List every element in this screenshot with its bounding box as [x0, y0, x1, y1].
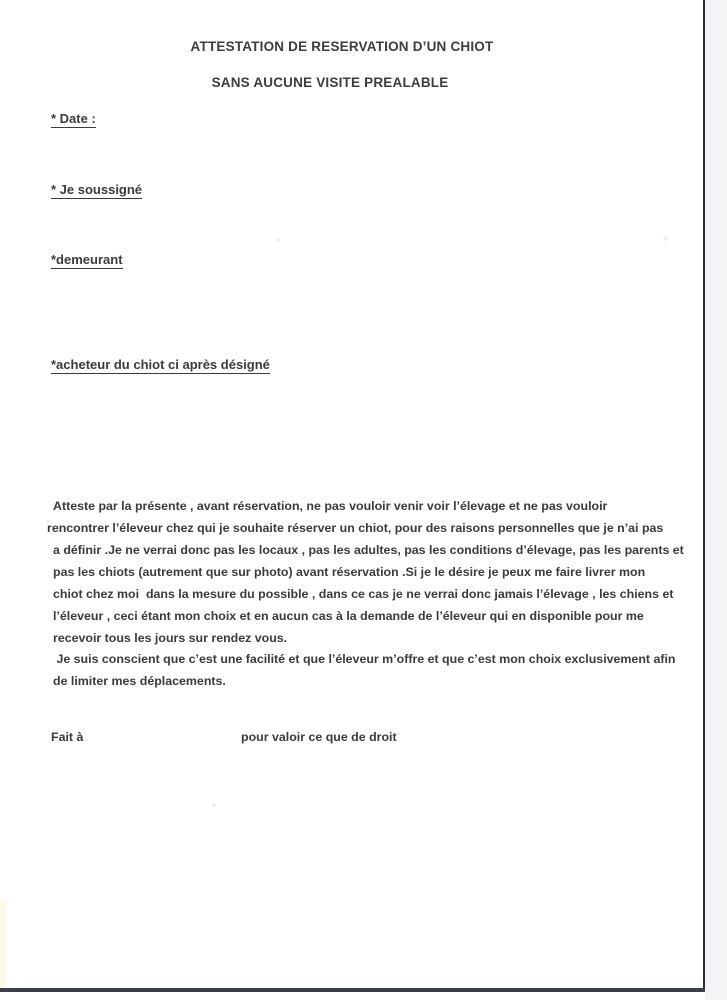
paragraph-line: recevoir tous les jours sur rendez vous. [53, 631, 288, 645]
paragraph-line: chiot chez moi dans la mesure du possible , dans ce cas je ne verrai donc jamais l’élevage , les chiens et [53, 587, 674, 601]
footer-pour-valoir: pour valoir ce que de droit [241, 730, 397, 744]
field-soussigne-label: * Je soussigné [51, 182, 143, 197]
footer-fait-a: Fait à [51, 730, 84, 744]
document-subtitle: SANS AUCUNE VISITE PREALABLE [211, 75, 449, 90]
paragraph-line: de limiter mes déplacements. [53, 674, 226, 688]
paragraph-line: Atteste par la présente , avant réservation, ne pas vouloir venir voir l’élevage et ne pas vouloir [53, 499, 608, 513]
document-title: ATTESTATION DE RESERVATION D’UN CHIOT [190, 39, 494, 54]
paragraph-attestation [47, 495, 685, 649]
paragraph-line: a définir .Je ne verrai donc pas les locaux , pas les adultes, pas les conditions d’élevage, pas les parents et [53, 543, 684, 557]
field-demeurant-label: *demeurant [51, 252, 123, 267]
paragraph-line: Je suis conscient que c’est une facilité et que l’éleveur m’offre et que c’est mon choix exclusivement afin [53, 652, 676, 666]
field-date [51, 111, 96, 126]
paragraph-line: pas les chiots (autrement que sur photo) avant réservation .Si je le désire je peux me faire livrer mon [53, 565, 646, 579]
field-acheteur [51, 357, 270, 372]
field-soussigne [51, 182, 142, 197]
paragraph-line: l’éleveur , ceci étant mon choix et en aucun cas à la demande de l’éleveur qui en disponible pour me [53, 609, 644, 623]
field-acheteur-label: *acheteur du chiot ci après désigné [51, 357, 270, 372]
field-demeurant [51, 252, 123, 267]
paragraph-line: rencontrer l’éleveur chez qui je souhaite réserver un chiot, pour des raisons personnelles que je n’ai pas [47, 521, 664, 535]
field-date-label: * Date : [51, 111, 96, 126]
paragraph-consentement [53, 648, 685, 692]
